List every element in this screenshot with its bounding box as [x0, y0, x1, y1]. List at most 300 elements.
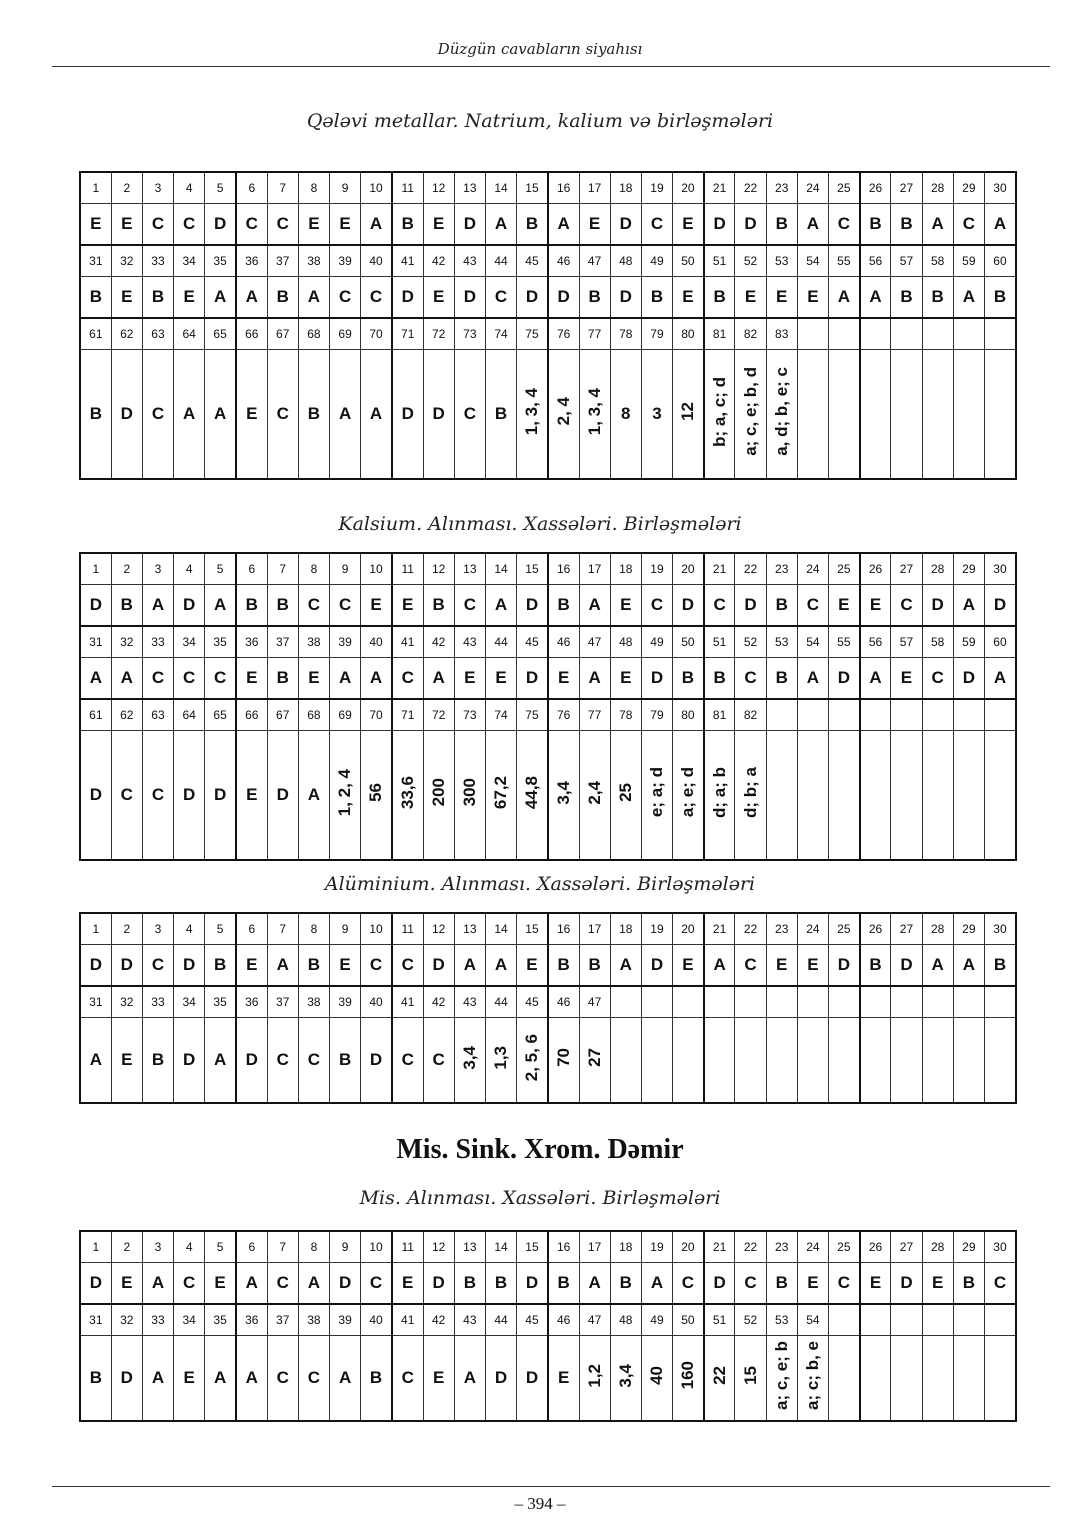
question-number-cell: 14: [485, 913, 516, 945]
question-number-cell: 49: [641, 1304, 672, 1336]
question-number-cell: 81: [704, 699, 735, 731]
answer-cell: C: [142, 350, 173, 480]
section-title-aluminium: Alüminium. Alınması. Xassələri. Birləşmələri: [324, 873, 756, 895]
answer-cell: A: [641, 1263, 672, 1305]
answer-cell: D: [517, 585, 548, 627]
question-number-cell: 50: [673, 626, 704, 658]
question-number-cell: 55: [829, 626, 860, 658]
question-number-cell: 11: [392, 913, 423, 945]
answer-cell: [704, 1336, 735, 1422]
answer-cell: A: [142, 1263, 173, 1305]
question-number-cell: 25: [829, 1231, 860, 1263]
answer-cell: [704, 731, 735, 861]
answer-cell: [517, 350, 548, 480]
answer-cell: C: [142, 658, 173, 700]
question-number-cell: 27: [891, 1231, 922, 1263]
answer-cell: [579, 731, 610, 861]
question-number-cell: 75: [517, 699, 548, 731]
question-number-cell: 58: [922, 245, 953, 277]
question-number-cell: 62: [111, 318, 142, 350]
question-number-cell: 63: [142, 699, 173, 731]
question-number-cell: 16: [548, 913, 579, 945]
question-number-cell: 65: [205, 318, 236, 350]
question-number-cell: 82: [735, 699, 766, 731]
answer-cell: C: [298, 585, 329, 627]
question-number-cell: 48: [610, 626, 641, 658]
answer-cell: [797, 1018, 828, 1104]
answer-cell: C: [454, 350, 485, 480]
answer-cell: A: [579, 585, 610, 627]
answer-cell: E: [298, 204, 329, 246]
question-number-cell: 73: [454, 318, 485, 350]
question-number-cell: [953, 986, 984, 1018]
answer-text: 3,4: [459, 1045, 479, 1070]
answer-cell: D: [922, 585, 953, 627]
question-number-cell: 79: [641, 699, 672, 731]
question-number-cell: [860, 1304, 891, 1336]
question-number-cell: 77: [579, 318, 610, 350]
answer-cell: D: [111, 1336, 142, 1422]
question-number-cell: 49: [641, 245, 672, 277]
question-number-cell: 55: [829, 245, 860, 277]
question-number-cell: 64: [174, 318, 205, 350]
question-number-cell: 29: [953, 553, 984, 585]
answer-cell: A: [361, 204, 392, 246]
question-number-row: [80, 986, 1016, 1018]
question-number-cell: [766, 986, 797, 1018]
question-number-cell: 81: [704, 318, 735, 350]
answer-cell: E: [766, 277, 797, 319]
answer-cell: D: [735, 585, 766, 627]
question-number-cell: 11: [392, 1231, 423, 1263]
answer-cell: B: [142, 277, 173, 319]
answer-cell: A: [860, 658, 891, 700]
answer-cell: C: [485, 277, 516, 319]
question-number-cell: [860, 986, 891, 1018]
question-number-cell: 44: [485, 626, 516, 658]
question-number-cell: 21: [704, 553, 735, 585]
answer-text: 160: [677, 1361, 697, 1390]
answer-cell: B: [610, 1263, 641, 1305]
question-number-cell: 29: [953, 1231, 984, 1263]
answer-cell: C: [361, 945, 392, 987]
question-number-row: [80, 1231, 1016, 1263]
answer-cell: D: [454, 277, 485, 319]
answer-text: a; c; b, e: [802, 1341, 822, 1410]
answer-cell: B: [142, 1018, 173, 1104]
question-number-cell: 20: [673, 553, 704, 585]
question-number-cell: 4: [174, 1231, 205, 1263]
answer-cell: A: [205, 1018, 236, 1104]
answer-cell: D: [953, 658, 984, 700]
question-number-cell: 42: [423, 245, 454, 277]
answer-cell: [922, 1336, 953, 1422]
question-number-cell: [766, 699, 797, 731]
question-number-cell: [984, 318, 1016, 350]
question-number-cell: 62: [111, 699, 142, 731]
question-number-cell: 45: [517, 626, 548, 658]
question-number-cell: 34: [174, 245, 205, 277]
question-number-cell: 18: [610, 913, 641, 945]
answer-cell: D: [517, 1263, 548, 1305]
question-number-cell: [735, 986, 766, 1018]
question-number-cell: 42: [423, 626, 454, 658]
answer-cell: A: [984, 204, 1016, 246]
question-number-cell: 7: [267, 1231, 298, 1263]
question-number-cell: 28: [922, 1231, 953, 1263]
answer-cell: B: [485, 350, 516, 480]
question-number-cell: 16: [548, 553, 579, 585]
question-number-cell: 22: [735, 1231, 766, 1263]
question-number-cell: 46: [548, 626, 579, 658]
answer-cell: [922, 1018, 953, 1104]
question-number-cell: 22: [735, 913, 766, 945]
answer-text: 56: [366, 783, 386, 802]
answer-cell: [984, 1336, 1016, 1422]
question-number-cell: 47: [579, 245, 610, 277]
answer-cell: [891, 731, 922, 861]
question-number-cell: 44: [485, 245, 516, 277]
answer-cell: [610, 1336, 641, 1422]
question-number-cell: 47: [579, 1304, 610, 1336]
answer-cell: C: [392, 1336, 423, 1422]
answer-cell: [953, 731, 984, 861]
answer-cell: A: [298, 277, 329, 319]
question-number-cell: 51: [704, 626, 735, 658]
question-number-cell: 69: [330, 699, 361, 731]
answer-cell: E: [236, 658, 267, 700]
question-number-cell: 19: [641, 553, 672, 585]
question-number-cell: 11: [392, 553, 423, 585]
question-number-cell: 2: [111, 553, 142, 585]
answer-cell: C: [673, 1263, 704, 1305]
answer-cell: C: [298, 1018, 329, 1104]
answer-cell: D: [454, 204, 485, 246]
answer-row: [80, 204, 1016, 246]
question-number-cell: 41: [392, 245, 423, 277]
section-title-alkali-metals: Qələvi metallar. Natrium, kalium və birləşmələri: [306, 110, 774, 132]
answer-cell: D: [174, 945, 205, 987]
answer-cell: C: [142, 731, 173, 861]
answer-cell: C: [829, 204, 860, 246]
answer-cell: [485, 1018, 516, 1104]
answer-table-body: [80, 172, 1016, 479]
answer-cell: E: [205, 1263, 236, 1305]
question-number-cell: 8: [298, 553, 329, 585]
question-number-cell: 19: [641, 913, 672, 945]
question-number-cell: 20: [673, 1231, 704, 1263]
question-number-cell: 60: [984, 245, 1016, 277]
question-number-cell: 10: [361, 553, 392, 585]
answer-cell: D: [423, 945, 454, 987]
answer-cell: [860, 1018, 891, 1104]
answer-text: a; c, e; b, d: [740, 367, 760, 456]
question-number-cell: 35: [205, 626, 236, 658]
answer-row: [80, 658, 1016, 700]
answer-cell: C: [236, 204, 267, 246]
question-number-cell: 28: [922, 553, 953, 585]
question-number-cell: 39: [330, 1304, 361, 1336]
question-number-cell: 68: [298, 318, 329, 350]
question-number-cell: [673, 986, 704, 1018]
answer-cell: C: [298, 1336, 329, 1422]
answer-cell: E: [610, 658, 641, 700]
question-number-cell: 18: [610, 553, 641, 585]
question-number-cell: 41: [392, 1304, 423, 1336]
answer-cell: [704, 1018, 735, 1104]
answer-cell: B: [548, 1263, 579, 1305]
footer-rule: [52, 1486, 1050, 1487]
answer-cell: E: [860, 1263, 891, 1305]
answer-cell: [953, 1336, 984, 1422]
answer-cell: B: [80, 1336, 111, 1422]
answer-cell: D: [174, 731, 205, 861]
answer-cell: E: [111, 1018, 142, 1104]
answer-cell: [860, 350, 891, 480]
answer-cell: A: [111, 658, 142, 700]
answer-cell: [829, 1018, 860, 1104]
answer-cell: C: [641, 585, 672, 627]
question-number-cell: 51: [704, 1304, 735, 1336]
answer-cell: C: [142, 945, 173, 987]
answer-text: d; b; a: [740, 767, 760, 818]
answer-cell: [829, 1336, 860, 1422]
question-number-cell: 13: [454, 553, 485, 585]
question-number-cell: 11: [392, 172, 423, 204]
answer-cell: [797, 350, 828, 480]
answer-cell: [860, 731, 891, 861]
question-number-cell: 6: [236, 1231, 267, 1263]
answer-table-body: [80, 913, 1016, 1103]
question-number-cell: 30: [984, 172, 1016, 204]
answer-cell: E: [548, 1336, 579, 1422]
answer-cell: C: [735, 945, 766, 987]
question-number-cell: 26: [860, 553, 891, 585]
answer-cell: A: [922, 945, 953, 987]
answer-cell: A: [330, 658, 361, 700]
question-number-cell: 66: [236, 318, 267, 350]
question-number-cell: 29: [953, 913, 984, 945]
answer-cell: C: [267, 204, 298, 246]
answer-cell: A: [860, 277, 891, 319]
question-number-cell: [829, 318, 860, 350]
question-number-cell: 20: [673, 913, 704, 945]
question-number-cell: 1: [80, 1231, 111, 1263]
question-number-cell: 25: [829, 553, 860, 585]
answer-cell: A: [330, 350, 361, 480]
question-number-row: [80, 626, 1016, 658]
answer-cell: A: [704, 945, 735, 987]
question-number-cell: 5: [205, 553, 236, 585]
answer-text: b; a, c; d: [709, 376, 729, 447]
answer-cell: B: [860, 945, 891, 987]
answer-text: d; a; b: [709, 767, 729, 818]
question-number-cell: 14: [485, 553, 516, 585]
question-number-cell: [797, 318, 828, 350]
header-rule: [52, 66, 1050, 67]
question-number-cell: 5: [205, 1231, 236, 1263]
answer-cell: D: [80, 945, 111, 987]
answer-cell: A: [80, 658, 111, 700]
answer-text: 3,4: [615, 1363, 635, 1388]
answer-cell: A: [610, 945, 641, 987]
question-number-cell: 82: [735, 318, 766, 350]
answer-cell: D: [641, 945, 672, 987]
answer-cell: D: [392, 277, 423, 319]
answer-cell: A: [953, 585, 984, 627]
answer-table-copper: [79, 1230, 1017, 1422]
answer-cell: [735, 731, 766, 861]
question-number-cell: 8: [298, 1231, 329, 1263]
answer-cell: D: [205, 731, 236, 861]
question-number-cell: 10: [361, 913, 392, 945]
question-number-cell: 13: [454, 1231, 485, 1263]
answer-text: 15: [740, 1366, 760, 1385]
answer-cell: A: [797, 204, 828, 246]
answer-table-body: [80, 553, 1016, 860]
answer-text: 1,3: [491, 1045, 511, 1070]
question-number-cell: [891, 699, 922, 731]
question-number-cell: 25: [829, 913, 860, 945]
answer-cell: [860, 1336, 891, 1422]
answer-cell: E: [673, 204, 704, 246]
answer-cell: E: [111, 204, 142, 246]
question-number-cell: 7: [267, 172, 298, 204]
question-number-cell: 12: [423, 553, 454, 585]
question-number-cell: 21: [704, 172, 735, 204]
answer-table-aluminium: [79, 912, 1017, 1104]
question-number-cell: 7: [267, 553, 298, 585]
answer-cell: B: [548, 945, 579, 987]
answer-cell: A: [485, 204, 516, 246]
answer-cell: D: [174, 585, 205, 627]
question-number-cell: 57: [891, 626, 922, 658]
answer-cell: D: [80, 585, 111, 627]
question-number-cell: 40: [361, 245, 392, 277]
question-number-cell: 38: [298, 1304, 329, 1336]
question-number-cell: 1: [80, 553, 111, 585]
question-number-cell: 12: [423, 913, 454, 945]
question-number-cell: 69: [330, 318, 361, 350]
answer-cell: A: [361, 658, 392, 700]
question-number-cell: [922, 986, 953, 1018]
answer-cell: B: [205, 945, 236, 987]
question-number-cell: 16: [548, 172, 579, 204]
question-number-cell: 23: [766, 913, 797, 945]
question-number-cell: 36: [236, 245, 267, 277]
answer-cell: [579, 1336, 610, 1422]
answer-cell: B: [548, 585, 579, 627]
answer-cell: B: [423, 585, 454, 627]
question-number-cell: 70: [361, 699, 392, 731]
question-number-cell: 30: [984, 1231, 1016, 1263]
question-number-row: [80, 172, 1016, 204]
answer-cell: C: [891, 585, 922, 627]
answer-text: 12: [677, 402, 697, 421]
question-number-cell: 43: [454, 626, 485, 658]
question-number-cell: 24: [797, 553, 828, 585]
answer-row: [80, 585, 1016, 627]
answer-text: 2, 4: [553, 397, 573, 426]
question-number-cell: 78: [610, 318, 641, 350]
question-number-cell: 83: [766, 318, 797, 350]
answer-text: 200: [428, 778, 448, 807]
answer-cell: C: [267, 1018, 298, 1104]
answer-cell: A: [142, 585, 173, 627]
answer-cell: A: [142, 1336, 173, 1422]
answer-cell: B: [330, 1018, 361, 1104]
answer-cell: C: [392, 945, 423, 987]
answer-cell: E: [579, 204, 610, 246]
answer-text: 70: [553, 1048, 573, 1067]
question-number-cell: 10: [361, 172, 392, 204]
answer-cell: [454, 1018, 485, 1104]
question-number-cell: 3: [142, 172, 173, 204]
answer-cell: A: [80, 1018, 111, 1104]
answer-cell: [641, 731, 672, 861]
question-number-cell: 42: [423, 986, 454, 1018]
answer-cell: A: [984, 658, 1016, 700]
question-number-cell: 15: [517, 172, 548, 204]
answer-cell: E: [236, 945, 267, 987]
question-number-cell: 9: [330, 172, 361, 204]
answer-cell: C: [205, 658, 236, 700]
question-number-cell: 3: [142, 553, 173, 585]
question-number-cell: [891, 318, 922, 350]
question-number-cell: 19: [641, 1231, 672, 1263]
question-number-cell: 18: [610, 1231, 641, 1263]
answer-cell: B: [517, 204, 548, 246]
question-number-cell: 3: [142, 1231, 173, 1263]
question-number-cell: 17: [579, 172, 610, 204]
question-number-cell: 43: [454, 1304, 485, 1336]
chapter-title: Mis. Sink. Xrom. Dəmir: [396, 1134, 684, 1165]
question-number-cell: 22: [735, 172, 766, 204]
question-number-cell: 13: [454, 913, 485, 945]
question-number-cell: 76: [548, 699, 579, 731]
answer-cell: C: [142, 204, 173, 246]
answer-cell: E: [797, 945, 828, 987]
answer-cell: A: [298, 1263, 329, 1305]
answer-cell: B: [392, 204, 423, 246]
answer-text: e; a; d: [646, 767, 666, 818]
answer-cell: 3: [641, 350, 672, 480]
answer-cell: D: [423, 1263, 454, 1305]
answer-text: 40: [646, 1366, 666, 1385]
answer-cell: A: [205, 350, 236, 480]
answer-cell: D: [267, 731, 298, 861]
answer-cell: [922, 731, 953, 861]
answer-cell: E: [423, 1336, 454, 1422]
question-number-cell: 4: [174, 172, 205, 204]
question-number-cell: 5: [205, 172, 236, 204]
question-number-cell: 14: [485, 1231, 516, 1263]
answer-cell: D: [485, 1336, 516, 1422]
question-number-cell: [610, 986, 641, 1018]
answer-cell: A: [454, 945, 485, 987]
answer-cell: C: [361, 1263, 392, 1305]
question-number-cell: 38: [298, 986, 329, 1018]
question-number-cell: 33: [142, 1304, 173, 1336]
answer-cell: D: [610, 277, 641, 319]
answer-cell: C: [423, 1018, 454, 1104]
question-number-cell: 29: [953, 172, 984, 204]
answer-cell: C: [174, 204, 205, 246]
answer-cell: C: [641, 204, 672, 246]
answer-cell: [735, 350, 766, 480]
question-number-cell: 7: [267, 913, 298, 945]
answer-row: [80, 1018, 1016, 1104]
